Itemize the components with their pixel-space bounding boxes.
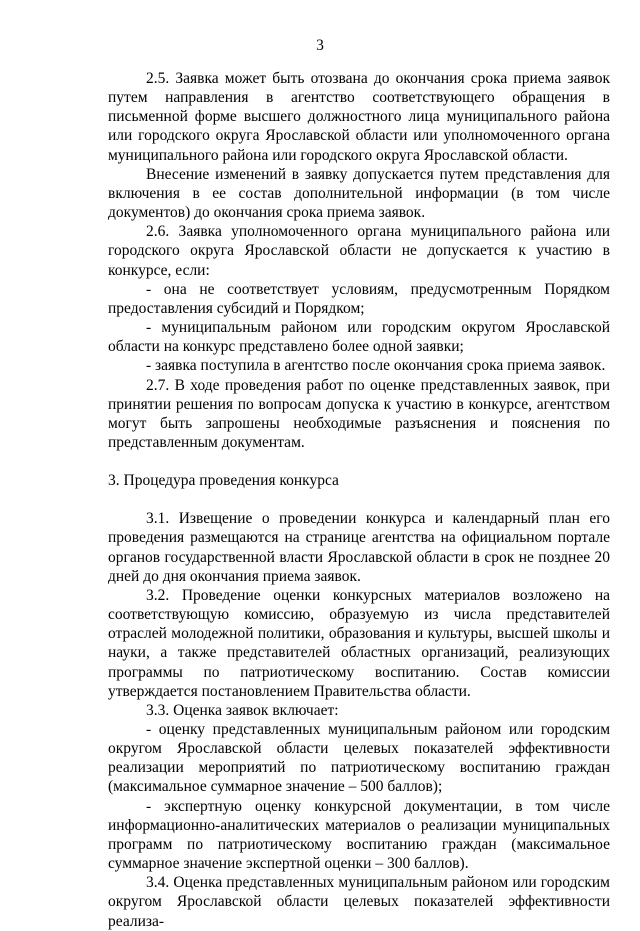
paragraph-changes: Внесение изменений в заявку допускается путем представления для включения в ее состав дополнительной информации (в том числе документов) до окончания срока приема заявок. bbox=[108, 165, 610, 222]
list-item: - она не соответствует условиям, предусмотренным Порядком предоставления субсидий и Порядком; bbox=[108, 280, 610, 317]
paragraph-3-3: 3.3. Оценка заявок включает: bbox=[146, 701, 339, 719]
list-item: - заявка поступила в агентство после окончания срока приема заявок. bbox=[146, 357, 606, 375]
paragraph-2-7: 2.7. В ходе проведения работ по оценке представленных заявок, при принятии решения по вопросам допуска к участию в конкурсе, агентством могут быть запрошены необходимые разъяснения и пояснения по представленным документам. bbox=[108, 376, 610, 451]
list-item: - муниципальным районом или городским округом Ярославской области на конкурс представлено более одной заявки; bbox=[108, 319, 610, 356]
list-item: - оценку представленных муниципальным районом или городским округом Ярославской области целевых показателей эффективности реализации мероприятий по патриотическому воспитанию граждан (максимальное суммарное значение – 500 баллов); bbox=[108, 721, 610, 796]
paragraph-3-2: 3.2. Проведение оценки конкурсных материалов возложено на соответствующую комиссию, образуемую из числа представителей отраслей молодежной политики, образования и культуры, высшей школы и науки, а также представителей областных организаций, реализующих программы по патриотическому воспитанию. Состав комиссии утверждается постановлением Правительства области. bbox=[108, 586, 610, 700]
document-body bbox=[108, 69, 610, 931]
paragraph-2-5: 2.5. Заявка может быть отозвана до окончания срока приема заявок путем направления в агентство соответствующего обращения в письменной форме высшего должностного лица муниципального района или городского округа Ярославской области или уполномоченного органа муниципального района или городского округа Ярославской области. bbox=[108, 70, 610, 164]
section-heading: 3. Процедура проведения конкурса bbox=[108, 472, 339, 490]
paragraph-3-1: 3.1. Извещение о проведении конкурса и календарный план его проведения размещаются на странице агентства на официальном портале органов государственной власти Ярославской области в срок не позднее 20 дней до дня окончания приема заявок. bbox=[108, 510, 610, 585]
page-number: 3 bbox=[316, 37, 324, 54]
list-item: - экспертную оценку конкурсной документации, в том числе информационно-аналитических материалов о реализации муниципальных программ по патриотическому воспитанию граждан (максимальное суммарное значение экспертной оценки – 300 баллов). bbox=[108, 797, 610, 873]
paragraph-2-6: 2.6. Заявка уполномоченного органа муниципального района или городского округа Ярославской области не допускается к участию в конкурсе, если: bbox=[108, 223, 610, 279]
paragraph-3-4: 3.4. Оценка представленных муниципальным районом или городским округом Ярославской области целевых показателей эффективности реализа- bbox=[108, 874, 610, 930]
